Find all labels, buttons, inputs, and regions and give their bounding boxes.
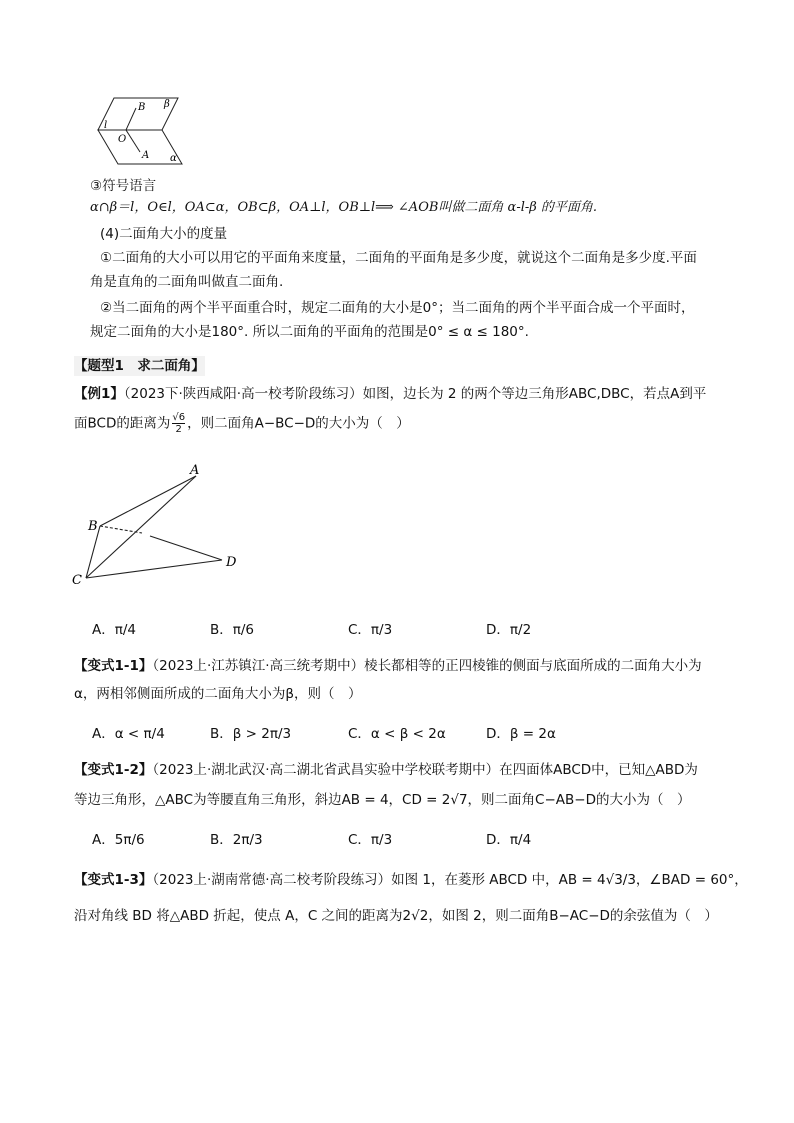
variant1-3-line2: 沿对角线 BD 将△ABD 折起，使点 A，C 之间的距离为2√2，如图 2，则二面角B−AC−D的余弦值为（ ） (74, 908, 718, 924)
variant1-1-text-line1: （2023上·江苏镇江·高三统考期中）棱长都相等的正四棱锥的侧面与底面所成的二面角大小为 (152, 658, 702, 674)
variant1-1-line1 (74, 656, 702, 676)
example1-option-c[interactable]: C．π/3 (348, 622, 393, 638)
variant1-3-label: 【变式1-3】 (74, 872, 153, 888)
variant1-1-option-b[interactable]: B．β > 2π/3 (210, 726, 292, 742)
variant1-2-line1 (74, 760, 698, 780)
variant1-1-option-d[interactable]: D．β = 2α (486, 726, 556, 742)
example1-label-D: D (226, 555, 237, 570)
figure1-label-B: B (138, 102, 146, 113)
type1-heading: 【题型1 求二面角】 (74, 358, 205, 374)
dihedral-angle-figure (96, 94, 188, 168)
figure1-label-A: A (142, 150, 150, 161)
variant1-1-option-a[interactable]: A．α < π/4 (92, 726, 165, 742)
example1-label: 【例1】 (74, 386, 124, 402)
variant1-2-option-d[interactable]: D．π/4 (486, 832, 532, 848)
measure-p1-line2: 角是直角的二面角叫做直二面角. (90, 274, 284, 290)
variant1-1-line2: α，两相邻侧面所成的二面角大小为β，则（ ） (74, 686, 362, 702)
variant1-3-text-line1: （2023上·湖南常德·高二校考阶段练习）如图 1，在菱形 ABCD 中，AB = 4√3/3，∠BAD = 60°， (152, 872, 748, 888)
variant1-1-option-c[interactable]: C．α < β < 2α (348, 726, 446, 742)
figure1-label-O: O (118, 134, 127, 145)
variant1-2-option-b[interactable]: B．2π/3 (210, 832, 263, 848)
symbol-language-statement: α∩β＝l，O∈l，OA⊂α，OB⊂β，OA⊥l，OB⊥l⟹ ∠AOB叫做二面角 α-l-β 的平面角. (90, 200, 598, 215)
variant1-2-option-c[interactable]: C．π/3 (348, 832, 393, 848)
example1-option-a[interactable]: A．π/4 (92, 622, 137, 638)
example1-figure (66, 460, 246, 586)
example1-text-line1: （2023下·陕西咸阳·高一校考阶段练习）如图，边长为 2 的两个等边三角形ABC,DBC，若点A到平 (123, 386, 707, 402)
example1-line2 (74, 412, 410, 435)
measure-p2-line1: ②当二面角的两个半平面重合时，规定二面角的大小是0°；当二面角的两个半平面合成一个平面时， (100, 300, 695, 316)
measure-p2-line2: 规定二面角的大小是180°. 所以二面角的平面角的范围是0° ≤ α ≤ 180°. (90, 324, 529, 340)
example1-label-C: C (72, 573, 82, 586)
variant1-3-line1 (74, 870, 748, 890)
example1-frac-num: √6 (172, 412, 186, 423)
example1-line2-post: ，则二面角A−BC−D的大小为（ ） (187, 415, 410, 432)
symbol-language-title: ③符号语言 (90, 178, 157, 194)
example1-option-b[interactable]: B．π/6 (210, 622, 255, 638)
variant1-1-label: 【变式1-1】 (74, 658, 153, 674)
figure1-label-alpha: α (170, 153, 177, 164)
example1-frac-den: 2 (175, 424, 182, 435)
figure1-label-beta: β (164, 99, 170, 110)
example1-label-B: B (88, 519, 98, 534)
example1-line2-pre: 面BCD的距离为 (74, 415, 171, 432)
example1-option-d[interactable]: D．π/2 (486, 622, 532, 638)
example1-line1 (74, 384, 706, 404)
measure-p1-line1: ①二面角的大小可以用它的平面角来度量，二面角的平面角是多少度，就说这个二面角是多少度.平面 (100, 250, 697, 266)
variant1-2-text-line1: （2023上·湖北武汉·高二湖北省武昌实验中学校联考期中）在四面体ABCD中，已知△ABD为 (152, 762, 698, 778)
example1-label-A: A (190, 463, 200, 478)
measure-title: (4)二面角大小的度量 (100, 226, 228, 242)
figure1-label-l: l (104, 120, 108, 131)
variant1-2-label: 【变式1-2】 (74, 762, 153, 778)
example1-fraction (172, 412, 185, 435)
variant1-2-line2: 等边三角形，△ABC为等腰直角三角形，斜边AB = 4，CD = 2√7，则二面角C−AB−D的大小为（ ） (74, 792, 691, 808)
variant1-2-option-a[interactable]: A．5π/6 (92, 832, 145, 848)
